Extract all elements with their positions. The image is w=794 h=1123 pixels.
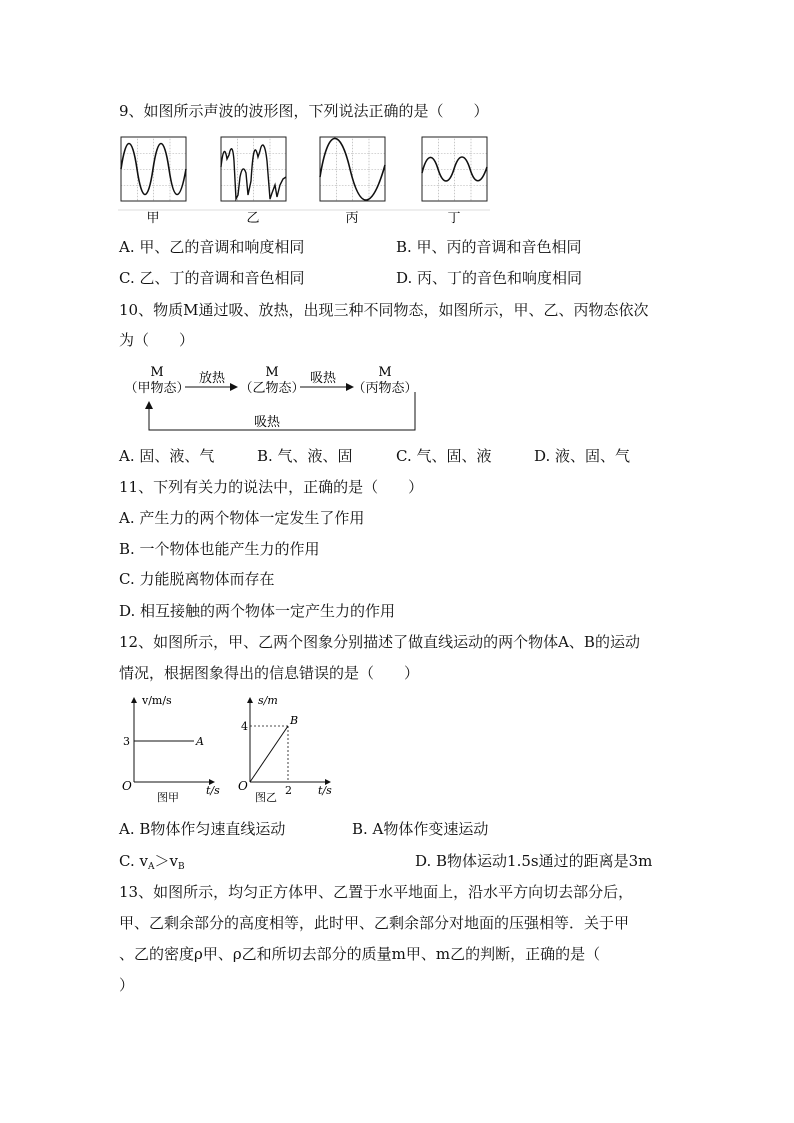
waveform-yi bbox=[221, 137, 286, 201]
state-yi: （乙物态） bbox=[239, 381, 305, 396]
q10-state-diagram bbox=[117, 360, 427, 434]
yi-xlabel: t/s bbox=[318, 784, 332, 797]
q13-line1: 13、如图所示，均匀正方体甲、乙置于水平地面上，沿水平方向切去部分后， bbox=[119, 883, 634, 901]
q11-stem: 11、下列有关力的说法中，正确的是（ ） bbox=[119, 478, 424, 496]
q12-option-c: C. $v_A>v_B$ bbox=[119, 852, 185, 872]
waveform-jia bbox=[121, 137, 186, 201]
label-xire-top: 吸热 bbox=[309, 371, 337, 386]
label-xire-bottom: 吸热 bbox=[253, 415, 281, 430]
q12-option-d: D. B物体运动1.5s通过的距离是3m bbox=[415, 852, 653, 870]
yi-xtick: 2 bbox=[285, 784, 292, 797]
m-yi: M bbox=[265, 365, 279, 380]
q12-stem-line1: 12、如图所示，甲、乙两个图象分别描述了做直线运动的两个物体A、B的运动 bbox=[119, 633, 640, 651]
label-ding: 丁 bbox=[447, 211, 461, 224]
jia-xlabel: t/s bbox=[206, 784, 220, 797]
q13-line2: 甲、乙剩余部分的高度相等，此时甲、乙剩余部分对地面的压强相等．关于甲 bbox=[119, 914, 630, 932]
jia-ylabel: v/m/s bbox=[142, 694, 172, 707]
q12-graphs bbox=[120, 690, 340, 808]
yi-origin: O bbox=[238, 779, 248, 793]
q9-option-d: D. 丙、丁的音色和响度相同 bbox=[396, 269, 583, 287]
q10-option-d: D. 液、固、气 bbox=[534, 447, 631, 465]
state-jia: （甲物态） bbox=[124, 381, 190, 396]
q9-option-a: A. 甲、乙的音调和响度相同 bbox=[119, 238, 305, 256]
q13-line3: 、乙的密度ρ甲、ρ乙和所切去部分的质量m甲、m乙的判断，正确的是（ bbox=[119, 945, 601, 963]
q9-waveform-figure bbox=[118, 134, 498, 224]
yi-line-b bbox=[250, 726, 288, 782]
graph-jia bbox=[122, 694, 220, 804]
q10-option-c: C. 气、固、液 bbox=[396, 447, 492, 465]
q10-option-a: A. 固、液、气 bbox=[119, 447, 215, 465]
jia-ytick: 3 bbox=[123, 735, 130, 748]
label-jia: 甲 bbox=[146, 211, 160, 224]
m-bing: M bbox=[378, 365, 392, 380]
q11-option-d: D. 相互接触的两个物体一定产生力的作用 bbox=[119, 602, 396, 620]
yi-caption: 图乙 bbox=[255, 791, 277, 804]
label-bing: 丙 bbox=[345, 211, 359, 224]
q11-option-a: A. 产生力的两个物体一定发生了作用 bbox=[119, 509, 365, 527]
yi-series-b: B bbox=[290, 714, 299, 727]
yi-ytick: 4 bbox=[241, 720, 248, 733]
q11-option-b: B. 一个物体也能产生力的作用 bbox=[119, 540, 320, 558]
graph-yi bbox=[238, 694, 332, 804]
q12-option-b: B. A物体作变速运动 bbox=[352, 820, 489, 838]
q10-stem-line2: 为（ ） bbox=[119, 331, 195, 349]
q12-stem-line2: 情况，根据图象得出的信息错误的是（ ） bbox=[119, 664, 420, 682]
q10-option-b: B. 气、液、固 bbox=[257, 447, 353, 465]
state-bing: （丙物态） bbox=[352, 381, 418, 396]
q9-option-b: B. 甲、丙的音调和音色相同 bbox=[396, 238, 582, 256]
jia-series-a: A bbox=[196, 735, 204, 748]
q11-option-c: C. 力能脱离物体而存在 bbox=[119, 570, 275, 588]
q9-option-c: C. 乙、丁的音调和音色相同 bbox=[119, 269, 305, 287]
label-fangre: 放热 bbox=[198, 371, 226, 386]
waveform-ding bbox=[422, 137, 487, 201]
jia-origin: O bbox=[122, 779, 132, 793]
q12-option-a: A. B物体作匀速直线运动 bbox=[119, 820, 286, 838]
q13-line4: ） bbox=[119, 976, 135, 994]
label-yi: 乙 bbox=[246, 211, 260, 224]
m-jia: M bbox=[150, 365, 164, 380]
waveform-bing bbox=[320, 137, 385, 201]
yi-ylabel: s/m bbox=[258, 694, 278, 707]
q9-stem: 9、如图所示声波的波形图，下列说法正确的是（ ） bbox=[119, 102, 489, 120]
q10-stem-line1: 10、物质M通过吸、放热，出现三种不同物态，如图所示，甲、乙、丙物态依次 bbox=[119, 301, 649, 319]
jia-caption: 图甲 bbox=[157, 791, 179, 804]
